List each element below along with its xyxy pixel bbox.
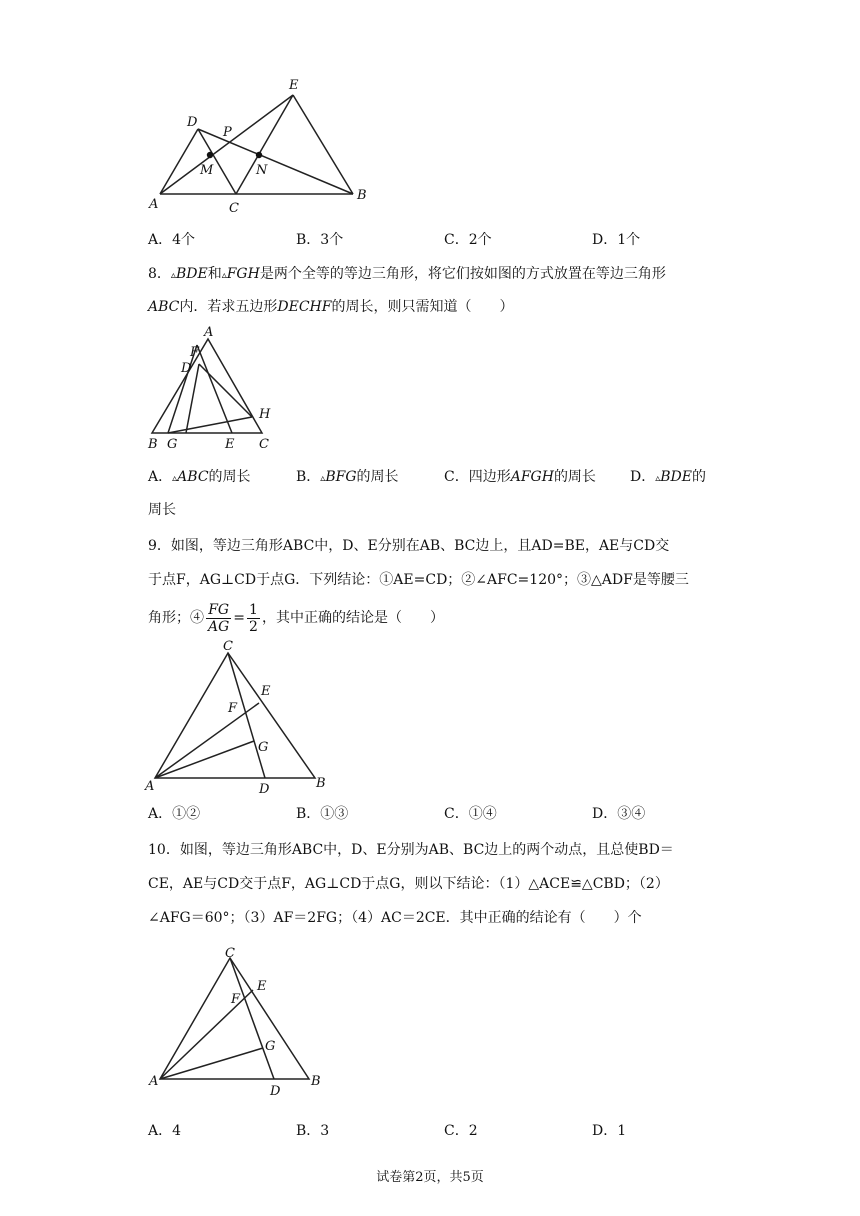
q8-number: 8． xyxy=(148,266,171,282)
q8-text-a: 是两个全等的等边三角形，将它们按如图的方式放置在等边三角形 xyxy=(259,266,666,282)
label-n: N xyxy=(256,163,268,178)
q7-option-d[interactable]: D．1个 xyxy=(592,232,641,248)
q8-option-a[interactable]: A．▵ABC的周长 xyxy=(148,469,251,485)
q10-text-line2: CE，AE与CD交于点F，AG⊥CD于点G，则以下结论：（1）△ACE≌△CBD；（2） xyxy=(148,876,669,892)
triangle-symbol: ▵ xyxy=(170,270,176,281)
label-a: A xyxy=(145,779,155,794)
q9-text-line2: 于点F，AG⊥CD于点G．下列结论：①AE=CD；②∠AFC=120°；③△ADF是等腰三 xyxy=(148,572,689,588)
label-f: F xyxy=(190,345,200,360)
label-e: E xyxy=(225,437,235,452)
q9-option-d[interactable]: D．③④ xyxy=(592,806,646,822)
label-c: C xyxy=(223,639,233,654)
label-g: G xyxy=(265,1039,276,1054)
label-c: C xyxy=(225,946,235,961)
q8-option-d-wrap: 周长 xyxy=(148,502,176,518)
q10-option-c[interactable]: C．2 xyxy=(444,1123,478,1139)
q8-var-abc: ABC xyxy=(148,299,180,315)
q10-text-line3: ∠AFG＝60°；（3）AF＝2FG；（4）AC＝2CE．其中正确的结论有（ ）个 xyxy=(148,910,642,926)
label-f: F xyxy=(231,992,241,1007)
q9-text-line3: 角形；④ $\frac{FG}{AG}$ = $\frac{1}{2}$ ，其中正确的结论是（ ） xyxy=(148,601,444,635)
label-a: A xyxy=(149,1074,159,1089)
triangle-symbol: ▵ xyxy=(172,473,178,484)
label-c: C xyxy=(229,201,239,216)
label-d: D xyxy=(187,115,198,130)
label-g: G xyxy=(258,740,269,755)
q9-text-line1: 9．如图，等边三角形ABC中，D、E分别在AB、BC边上，且AD=BE，AE与CD交 xyxy=(148,538,670,554)
label-e: E xyxy=(257,979,267,994)
q10-text-line1: 10．如图，等边三角形ABC中，D、E分别为AB、BC边上的两个动点，且总使BD＝ xyxy=(148,842,674,858)
q9-option-c[interactable]: C．①④ xyxy=(444,806,497,822)
q10-options xyxy=(148,1120,748,1142)
q8-option-c[interactable]: C．四边形AFGH的周长 xyxy=(444,469,596,485)
q8-option-b[interactable]: B．▵BFG的周长 xyxy=(296,469,399,485)
label-b: B xyxy=(357,188,367,203)
q8-var-dechf: DECHF xyxy=(277,299,332,315)
label-d: D xyxy=(259,782,270,797)
q8-text-b: 内．若求五边形 xyxy=(179,299,278,315)
triangle-symbol: ▵ xyxy=(221,270,227,281)
label-f: F xyxy=(228,701,238,716)
q8-var-fgh: FGH xyxy=(226,266,260,282)
label-e: E xyxy=(289,78,299,93)
label-a: A xyxy=(204,325,214,340)
q10-option-b[interactable]: B．3 xyxy=(296,1123,330,1139)
label-b: B xyxy=(148,437,158,452)
label-d: D xyxy=(181,361,192,376)
q10-option-d[interactable]: D．1 xyxy=(592,1123,627,1139)
label-p: P xyxy=(223,125,232,140)
q8-var-bde: BDE xyxy=(175,266,208,282)
label-e: E xyxy=(261,684,271,699)
q7-option-a[interactable]: A．4个 xyxy=(148,232,196,248)
q10-option-a[interactable]: A．4 xyxy=(148,1123,182,1139)
label-m: M xyxy=(200,163,214,178)
triangle-symbol: ▵ xyxy=(320,473,326,484)
label-b: B xyxy=(311,1074,321,1089)
label-d: D xyxy=(270,1084,281,1099)
label-b: B xyxy=(316,776,326,791)
q7-option-c[interactable]: C．2个 xyxy=(444,232,492,248)
fraction-fg-ag: $\frac{FG}{AG}$ xyxy=(208,601,230,635)
q10-figure xyxy=(0,0,400,1100)
label-a: A xyxy=(149,197,159,212)
q8-and: 和 xyxy=(207,266,222,282)
q9-option-b[interactable]: B．①③ xyxy=(296,806,349,822)
fraction-one-half: $\frac{1}{2}$ xyxy=(249,601,258,635)
q8-text-c: 的周长，则只需知道（ ） xyxy=(331,299,514,315)
q7-option-b[interactable]: B．3个 xyxy=(296,232,344,248)
label-g: G xyxy=(167,437,178,452)
label-h: H xyxy=(259,407,271,422)
q9-option-a[interactable]: A．①② xyxy=(148,806,201,822)
q8-option-d[interactable]: D．▵BDE的 xyxy=(630,469,706,485)
label-c: C xyxy=(259,437,269,452)
triangle-symbol: ▵ xyxy=(655,473,661,484)
page-footer: 试卷第2页，共5页 xyxy=(376,1170,484,1185)
